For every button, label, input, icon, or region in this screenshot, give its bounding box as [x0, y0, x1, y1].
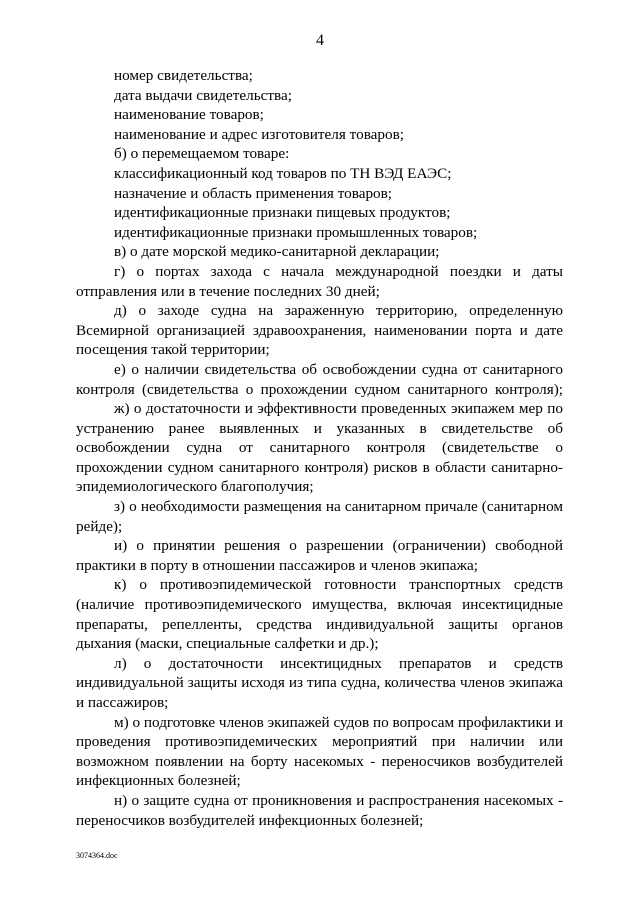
- text-line: е) о наличии свидетельства об освобождении судна от санитарного: [114, 360, 563, 378]
- text-line: классификационный код товаров по ТН ВЭД ЕАЭС;: [114, 164, 452, 182]
- text-line: и пассажиров;: [76, 694, 169, 711]
- page-number: 4: [316, 32, 324, 49]
- text-line: проведения противоэпидемических мероприятий при наличии или: [76, 733, 563, 751]
- text-line: посещения такой территории;: [76, 341, 270, 359]
- text-line: дата выдачи свидетельства;: [114, 86, 292, 104]
- text-line: г) о портах захода с начала международной поездки и даты: [114, 262, 563, 280]
- text-line: индивидуальной защиты исходя из типа судна, количества членов экипажа: [76, 674, 563, 692]
- text-line: и) о принятии решения о разрешении (ограничении) свободной: [114, 537, 563, 555]
- text-line: наименование и адрес изготовителя товаров;: [114, 125, 404, 143]
- text-line: дыхания (маски, специальные салфетки и др.);: [76, 635, 379, 653]
- text-line: инфекционных болезней;: [76, 772, 241, 790]
- text-line: д) о заходе судна на зараженную территорию, определенную: [114, 302, 563, 320]
- text-line: эпидемиологического благополучия;: [76, 478, 314, 496]
- text-line: Всемирной организацией здравоохранения, наименовании порта и дате: [76, 321, 563, 339]
- text-line: к) о противоэпидемической готовности транспортных средств: [114, 576, 563, 594]
- text-line: освобождении судна от санитарного контроля (свидетельстве о: [76, 439, 563, 457]
- document-body: [76, 66, 563, 830]
- text-line: н) о защите судна от проникновения и распространения насекомых -: [114, 791, 563, 809]
- document-filename: 3074364.doc: [76, 851, 118, 860]
- text-line: номер свидетельства;: [114, 67, 253, 84]
- text-line: б) о перемещаемом товаре:: [114, 145, 290, 163]
- text-line: м) о подготовке членов экипажей судов по вопросам профилактики и: [114, 713, 563, 731]
- text-line: прохождении судном санитарного контроля) рисков в области санитарно-: [76, 458, 563, 476]
- text-line: з) о необходимости размещения на санитарном причале (санитарном: [114, 498, 563, 516]
- text-line: устранению ранее выявленных и указанных в свидетельстве об: [76, 419, 563, 437]
- text-line: в) о дате морской медико-санитарной декларации;: [114, 243, 440, 261]
- text-line: идентификационные признаки пищевых продуктов;: [114, 204, 451, 222]
- text-line: практики в порту в отношении пассажиров и членов экипажа;: [76, 556, 478, 574]
- text-line: ж) о достаточности и эффективности проведенных экипажем мер по: [114, 400, 563, 418]
- text-line: идентификационные признаки промышленных товаров;: [114, 223, 478, 241]
- text-line: наименование товаров;: [114, 106, 264, 124]
- text-line: контроля (свидетельства о прохождении судном санитарного контроля);: [76, 380, 563, 398]
- text-line: препараты, репелленты, средства индивидуальной защиты органов: [76, 615, 563, 633]
- text-line: возможном появлении на борту насекомых - переносчиков возбудителей: [76, 752, 563, 770]
- text-line: рейде);: [76, 517, 123, 535]
- text-line: (наличие противоэпидемического имущества, включая инсектицидные: [76, 596, 563, 614]
- text-line: отправления или в течение последних 30 дней;: [76, 282, 380, 300]
- text-line: переносчиков возбудителей инфекционных болезней;: [76, 811, 424, 829]
- text-line: л) о достаточности инсектицидных препаратов и средств: [114, 654, 563, 672]
- text-line: назначение и область применения товаров;: [114, 184, 393, 202]
